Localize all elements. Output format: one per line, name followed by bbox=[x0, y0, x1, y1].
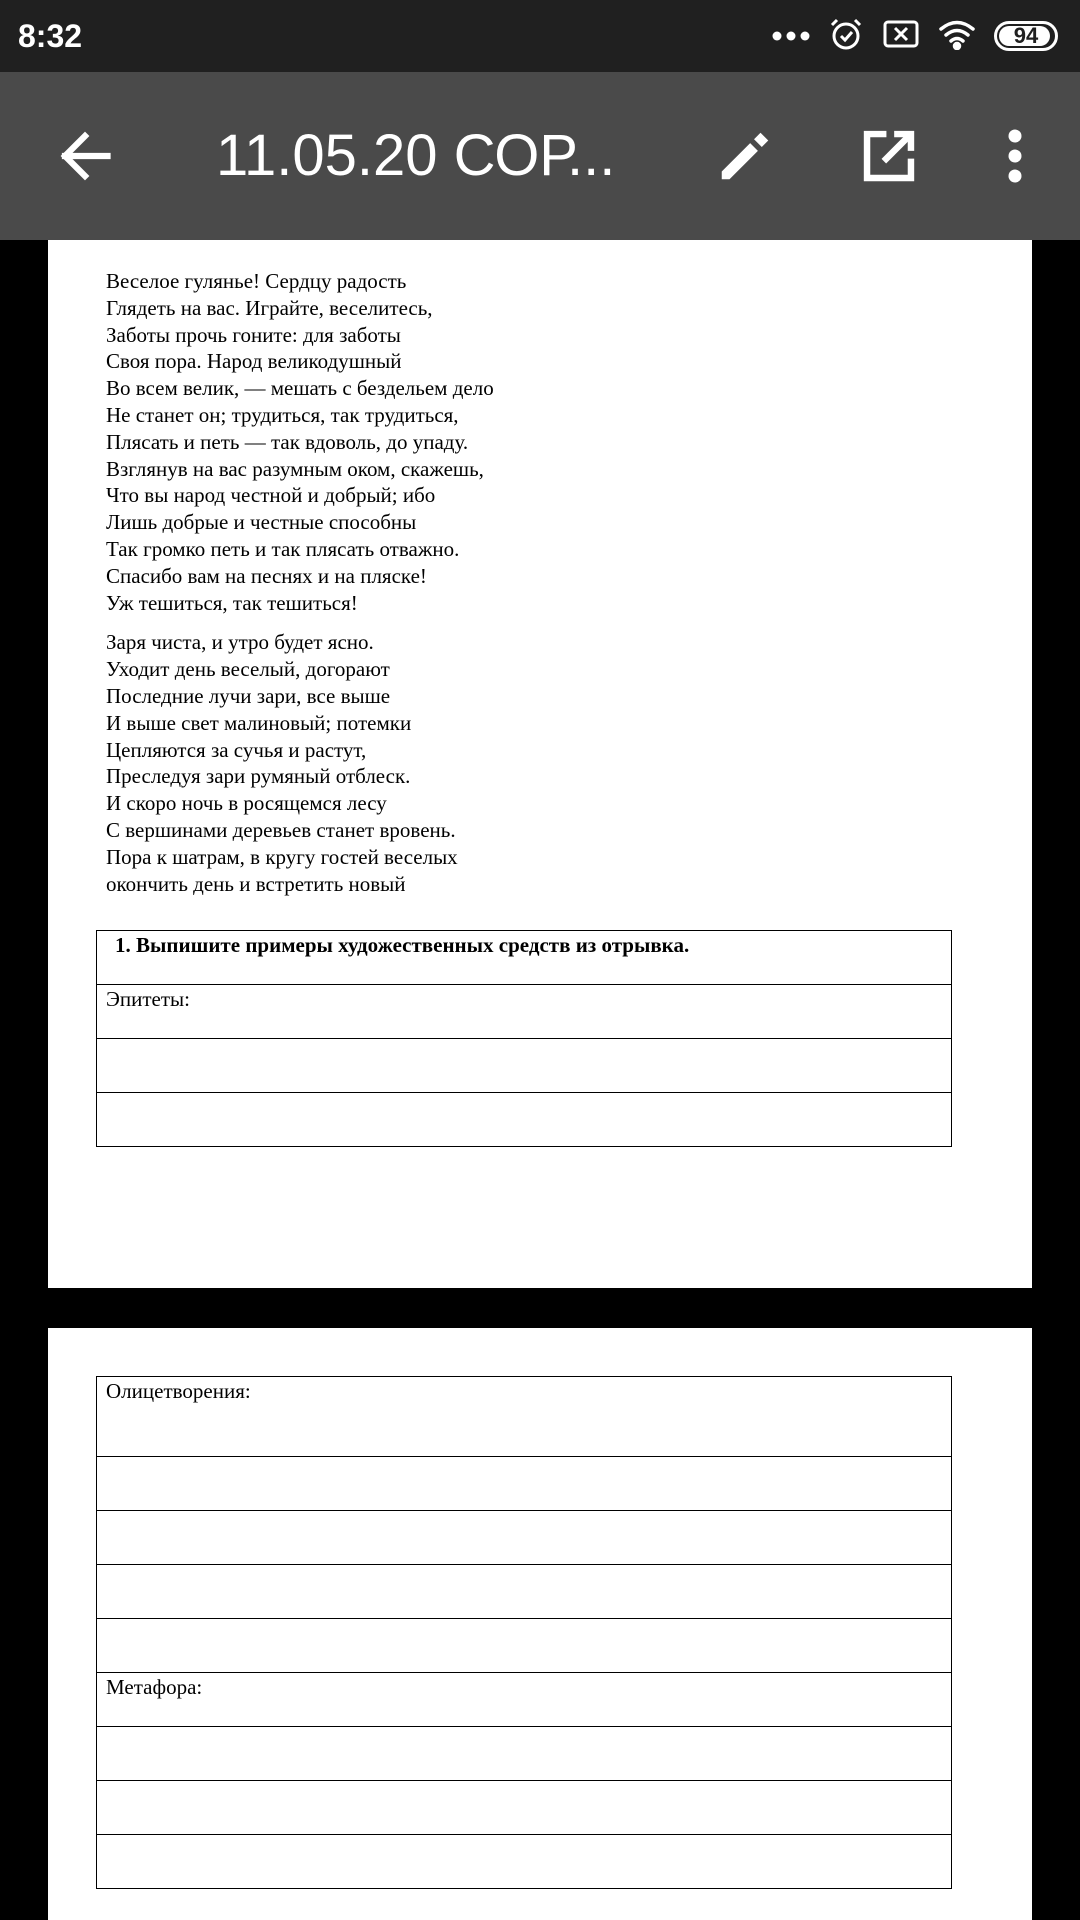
battery-icon bbox=[994, 21, 1058, 51]
edit-button[interactable] bbox=[690, 72, 800, 240]
answer-cell bbox=[97, 1039, 952, 1093]
answer-cell bbox=[97, 1093, 952, 1147]
document-viewer[interactable] bbox=[0, 240, 1080, 1920]
answer-cell bbox=[97, 1781, 952, 1835]
poem-line: Плясать и петь — так вдоволь, до упаду. bbox=[106, 429, 469, 454]
poem-line: Уходит день веселый, догорают bbox=[106, 657, 390, 682]
status-time: 8:32 bbox=[18, 18, 83, 54]
poem-stanza-1 bbox=[106, 268, 494, 616]
answer-cell bbox=[97, 1457, 952, 1511]
poem-line: Заботы прочь гоните: для заботы bbox=[106, 322, 401, 347]
back-button[interactable] bbox=[30, 72, 140, 240]
alarm-icon bbox=[828, 16, 864, 56]
poem-line: Не станет он; трудиться, так трудиться, bbox=[106, 402, 459, 427]
poem-line: Что вы народ честной и добрый; ибо bbox=[106, 483, 436, 508]
epithets-label: Эпитеты: bbox=[97, 985, 952, 1039]
answer-cell bbox=[97, 1511, 952, 1565]
answer-table-2 bbox=[96, 1376, 952, 1889]
document-page-2 bbox=[48, 1328, 1032, 1920]
task-heading: 1. Выпишите примеры художественных средств из отрывка. bbox=[97, 931, 952, 985]
poem-line: И выше свет малиновый; потемки bbox=[106, 710, 412, 735]
personification-label: Олицетворения: bbox=[97, 1377, 952, 1457]
poem-line: Преследуя зари румяный отблеск. bbox=[106, 764, 411, 789]
poem-line: Уж тешиться, так тешиться! bbox=[106, 590, 358, 615]
more-dots-icon bbox=[772, 27, 810, 46]
answer-cell bbox=[97, 1565, 952, 1619]
document-page-1 bbox=[48, 240, 1032, 1288]
poem-stanza-2 bbox=[106, 629, 494, 897]
status-bar bbox=[0, 0, 1080, 72]
poem-line: Пора к шатрам, в кругу гостей веселых bbox=[106, 844, 458, 869]
wifi-icon bbox=[938, 18, 976, 54]
poem-line: Так громко петь и так плясать отважно. bbox=[106, 536, 460, 561]
arrow-back-icon bbox=[55, 126, 115, 186]
answer-cell bbox=[97, 1835, 952, 1889]
document-title: 11.05.20 СОР... bbox=[216, 123, 616, 188]
open-external-button[interactable] bbox=[834, 72, 944, 240]
poem-line: Глядеть на вас. Играйте, веселитесь, bbox=[106, 295, 433, 320]
metaphor-label: Метафора: bbox=[97, 1673, 952, 1727]
app-toolbar bbox=[0, 72, 1080, 240]
status-icons bbox=[772, 0, 1058, 72]
more-vertical-icon bbox=[1005, 128, 1025, 184]
poem-line: Цепляются за сучья и растут, bbox=[106, 737, 367, 762]
poem-line: И скоро ночь в росящемся лесу bbox=[106, 791, 387, 816]
battery-level: 94 bbox=[1013, 23, 1039, 48]
open-external-icon bbox=[858, 125, 920, 187]
answer-cell bbox=[97, 1727, 952, 1781]
pencil-icon bbox=[714, 125, 776, 187]
more-options-button[interactable] bbox=[975, 72, 1055, 240]
poem-line: Последние лучи зари, все выше bbox=[106, 683, 391, 708]
poem-line: Взглянув на вас разумным оком, скажешь, bbox=[106, 456, 484, 481]
poem-line: С вершинами деревьев станет вровень. bbox=[106, 817, 456, 842]
poem-line: Во всем велик, — мешать с бездельем дело bbox=[106, 376, 494, 401]
poem-line: Лишь добрые и честные способны bbox=[106, 510, 417, 535]
poem-line: окончить день и встретить новый bbox=[106, 871, 406, 896]
poem-text bbox=[106, 268, 494, 910]
poem-line: Спасибо вам на песнях и на пляске! bbox=[106, 563, 427, 588]
answer-cell bbox=[97, 1619, 952, 1673]
poem-line: Заря чиста, и утро будет ясно. bbox=[106, 630, 374, 655]
answer-table-1 bbox=[96, 930, 952, 1147]
notification-x-icon bbox=[882, 18, 920, 54]
poem-line: Веселое гулянье! Сердцу радость bbox=[106, 269, 407, 293]
poem-line: Своя пора. Народ великодушный bbox=[106, 349, 402, 374]
